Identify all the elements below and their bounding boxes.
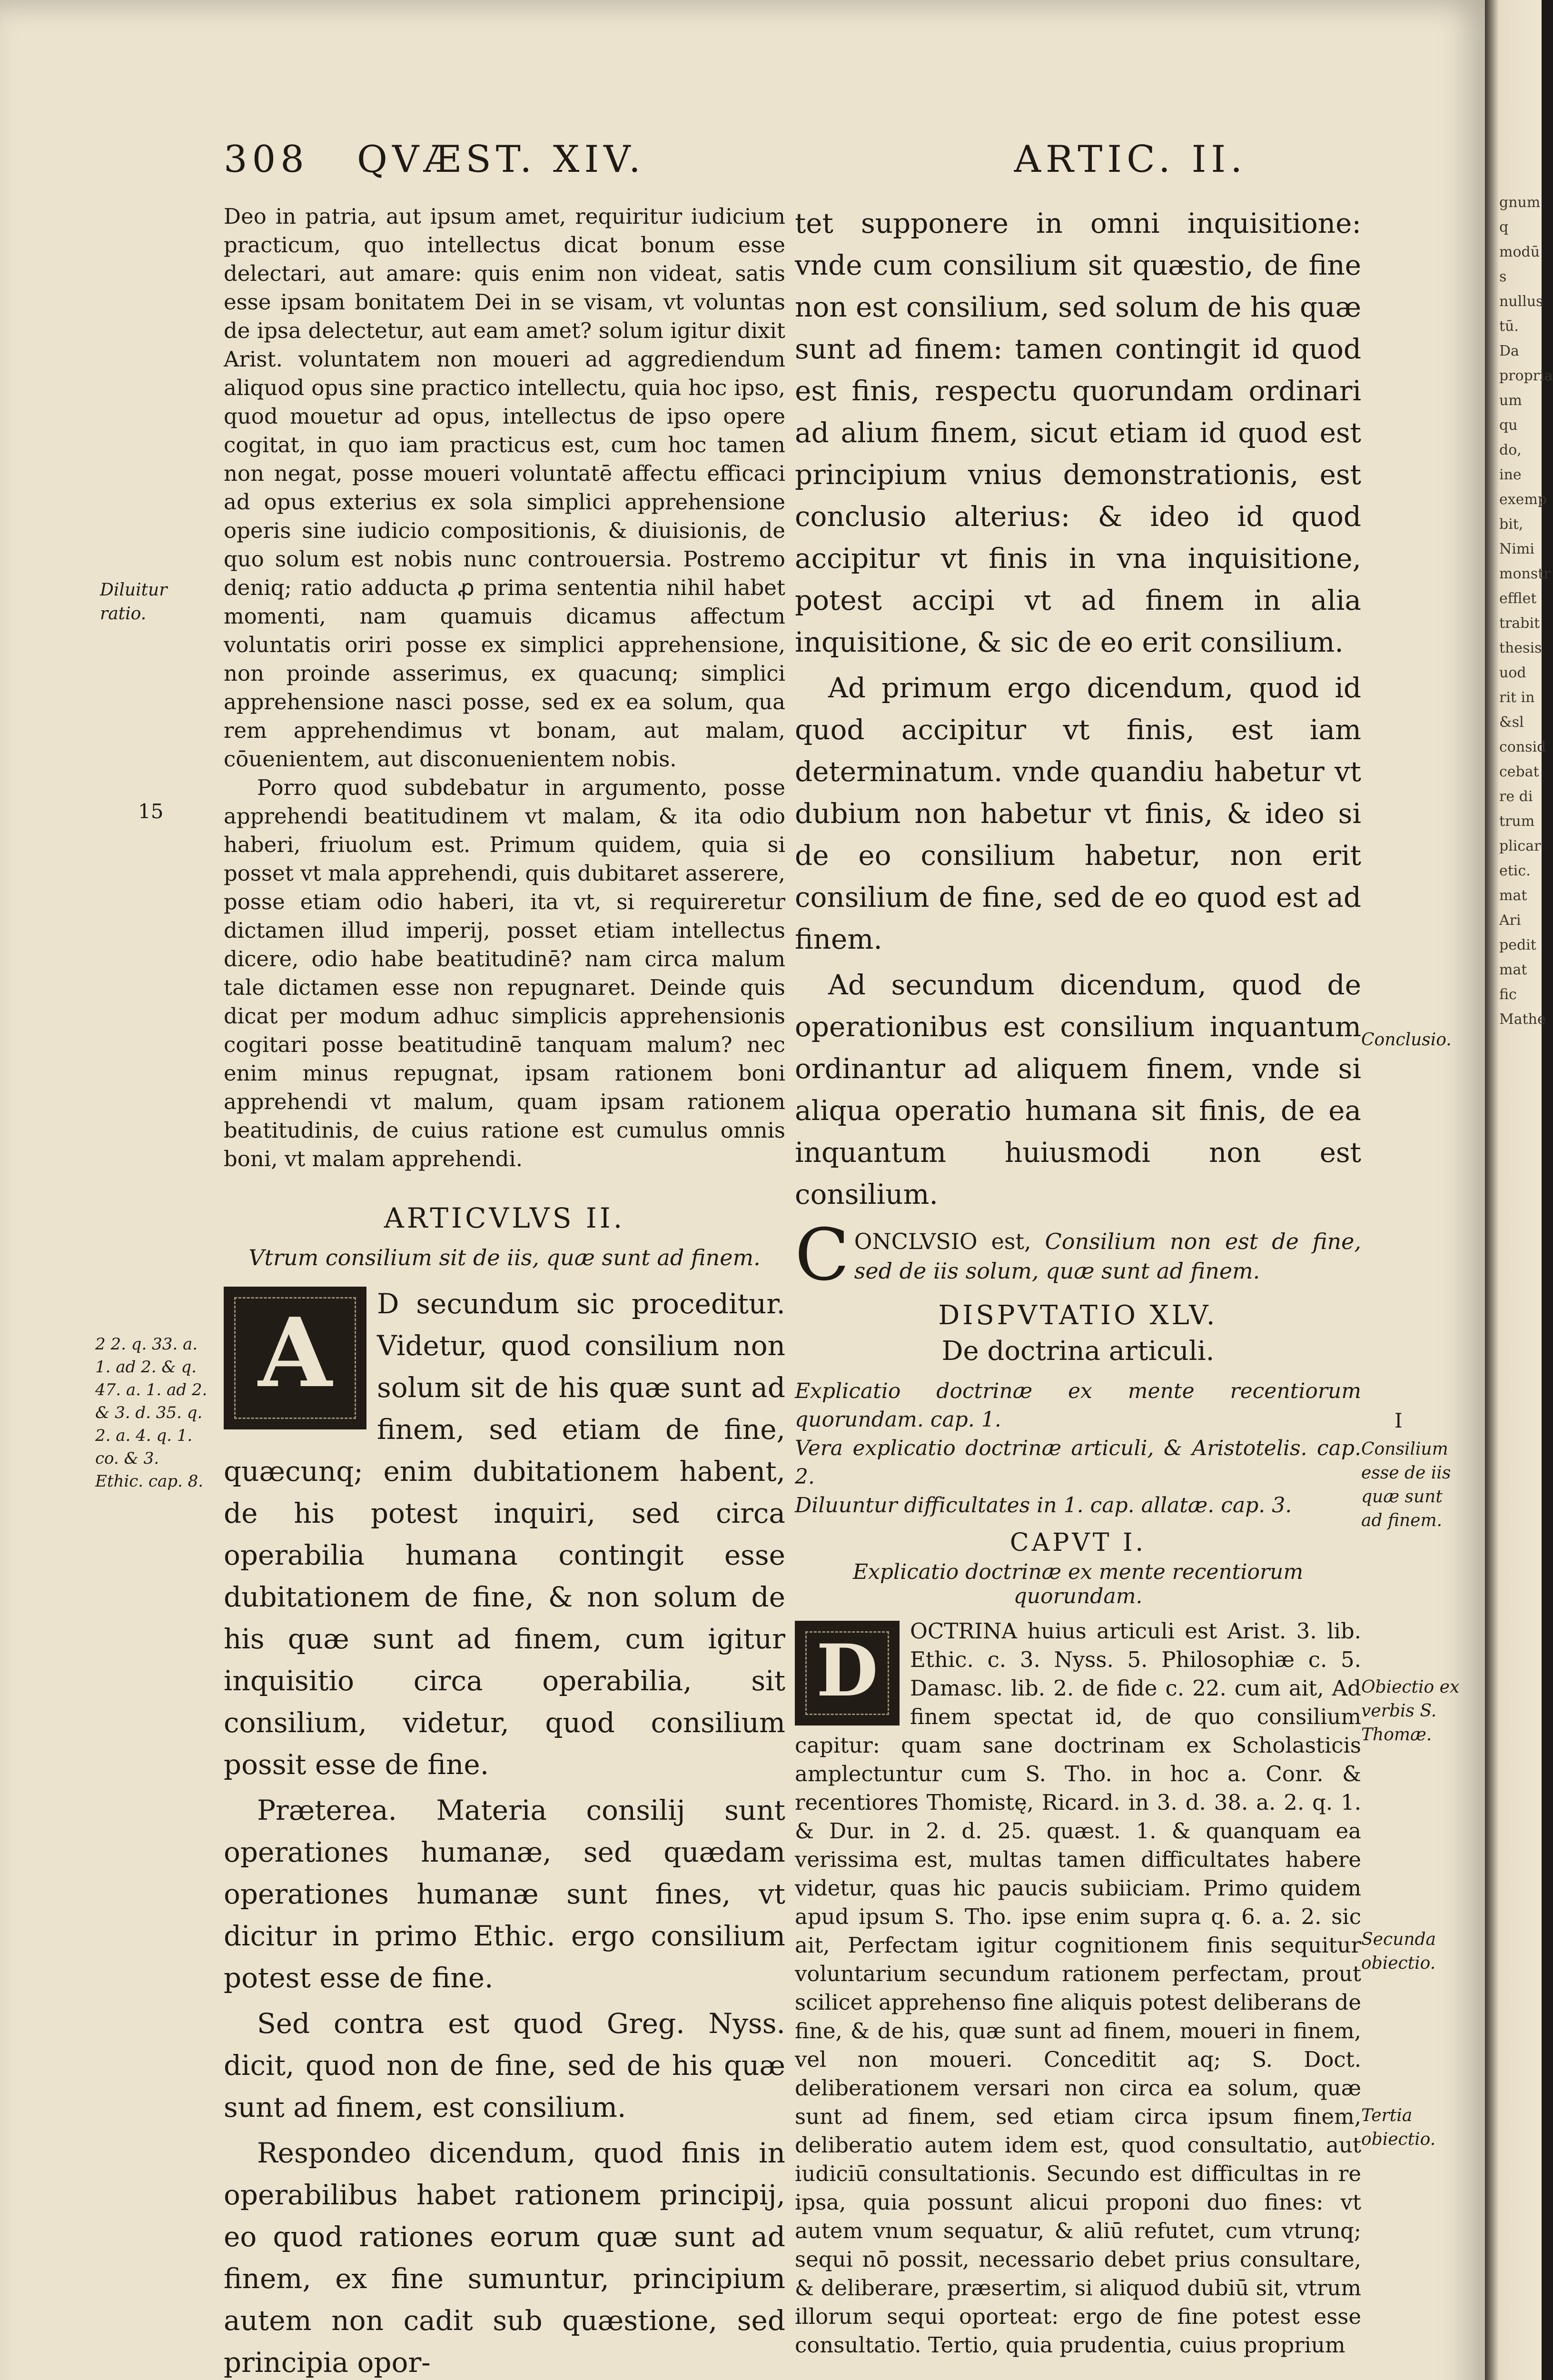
article-paragraph-3: Sed contra est quod Greg. Nyss. dicit, quod non de fine, sed de his quæ sunt ad finem, est consilium. (224, 2007, 785, 2123)
right-paragraph-3: Ad secundum dicendum, quod de operationibus est consilium inquantum ordinantur ad aliquem finem, vnde si aliqua operatio humana sit finis, de ea inquantum huiusmodi non est consilium. (795, 969, 1361, 1210)
next-page-fragment: do, (1499, 442, 1522, 458)
caput-heading: CAPVT I. (1009, 1528, 1147, 1557)
margin-note-number: I (1395, 1409, 1403, 1432)
contents-item: Vera explicatio doctrinæ articuli, & Aristotelis. cap. 2. (795, 1436, 1361, 1489)
next-page-fragment: monstr (1499, 565, 1551, 582)
next-page-fragment: rit in (1499, 689, 1535, 706)
next-page-fragment: cebat (1499, 764, 1539, 780)
question-title: QVÆST. XIV. (357, 138, 645, 181)
right-column (795, 202, 1361, 2360)
next-page-fragment: gnum q (1499, 194, 1541, 236)
margin-note-obiectio-thomae: Obiectio ex verbis S. Thomæ. (1361, 1677, 1460, 1745)
margin-note-tertia: Tertia obiectio. (1361, 2106, 1436, 2149)
article-paragraph-1: D secundum sic proceditur. Videtur, quod consilium non solum sit de his quæ sunt ad finem, sed etiam de fine, quæcunq; enim dubitationem habent, de his potest inquiri, sed circa operabilia humana contingit esse dubitationem de fine, & non solum de his quæ sunt ad finem, cum igitur inquisitio circa operabilia, sit consilium, videtur, quod consilium possit esse de fine. (224, 1288, 785, 1781)
next-page-fragments (1499, 190, 1553, 1032)
next-page-fragment: uod (1499, 664, 1526, 681)
margin-note-conclusio: Conclusio. (1361, 1030, 1452, 1050)
caput-subheading: Explicatio doctrinæ ex mente recentiorum quorundam. (852, 1560, 1304, 1608)
conclusio-text: Consilium non est de fine, sed de iis solum, quæ sunt ad finem. (854, 1229, 1362, 1284)
next-page-fragment: thesis (1499, 640, 1542, 656)
next-page-fragment: etic. (1499, 863, 1531, 879)
next-page-fragment: Ari (1499, 912, 1521, 929)
contents-item: Explicatio doctrinæ ex mente recentiorum quorundam. cap. 1. (795, 1379, 1361, 1432)
ornamental-initial-d (795, 1621, 900, 1726)
contents-item: Diluuntur difficultates in 1. cap. allatæ. cap. 3. (795, 1493, 1292, 1517)
next-page-fragment: mat (1499, 962, 1527, 978)
next-page-fragment: trabit (1499, 615, 1540, 632)
initial-letter: D (816, 1629, 879, 1713)
article-question: Vtrum consilium sit de iis, quæ sunt ad finem. (248, 1245, 761, 1270)
next-page-fragment: um qu (1499, 392, 1522, 434)
next-page-fragment: &sl (1499, 714, 1524, 731)
next-page-fragment: tū. Da (1499, 318, 1519, 359)
left-paragraph-2: Porro quod subdebatur in argumento, posse apprehendi beatitudinem vt malam, & ita odio haberi, friuolum est. Primum quidem, quia si posset vt mala apprehendi, quis dubitaret asserere, posse etiam odio haberi, ita vt, si requireretur dictamen illud imperij, posset etiam intellectus dicere, odio habe beatitudinē? nam circa malum tale dictamen esse non repugnaret. Deinde quis dicat per modum adhuc simplicis apprehensionis cogitari posse beatitudinē tanquam malum? nec enim minus repugnat, ipsam rationem boni apprehendi vt malum, quam ipsam rationem beatitudinis, de cuius ratione est cumulus omnis boni, vt malam apprehendi. (224, 775, 785, 1171)
next-page-fragment: trum (1499, 813, 1535, 830)
next-page-fragment: pedit (1499, 937, 1536, 953)
margin-note-secunda: Secunda obiectio. (1361, 1930, 1436, 1973)
left-column (224, 202, 785, 2380)
article-title: ARTIC. II. (1014, 138, 1247, 181)
contents-list (795, 1377, 1361, 1520)
margin-note-diluitur: Diluitur ratio. (100, 580, 168, 624)
margin-note-consilium: Consilium esse de iis quæ sunt ad finem. (1361, 1439, 1451, 1530)
disputatio-subheading: De doctrina articuli. (941, 1336, 1215, 1367)
next-page-fragment: consid (1499, 739, 1546, 755)
next-page-fragment: re di (1499, 788, 1533, 805)
caput-body (795, 1617, 1361, 2360)
margin-note-references: 2 2. q. 33. a. 1. ad 2. & q. 47. a. 1. ad 2. & 3. d. 35. q. 2. a. 4. q. 1. co. & 3. Ethic. cap. 8. (95, 1335, 208, 1491)
initial-letter: A (258, 1297, 332, 1409)
article-paragraph-2: Præterea. Materia consilij sunt operationes humanæ, sed quædam operationes humanæ sunt fines, vt dicitur in primo Ethic. ergo consilium potest esse de fine. (224, 1794, 785, 1994)
ornamental-initial-a (224, 1287, 366, 1429)
next-page-fragment: propria (1499, 367, 1553, 384)
conclusio-initial: C (795, 1214, 850, 1297)
article-paragraph-4: Respondeo dicendum, quod finis in operabilibus habet rationem principij, eo quod rationes eorum quæ sunt ad finem, ex fine sumuntur, principium autem non cadit sub quæstione, sed principia opor- (224, 2137, 785, 2379)
next-page-fragment: bit, (1499, 516, 1523, 533)
next-page-fragment: plicar (1499, 838, 1541, 854)
running-head (224, 138, 1247, 190)
right-paragraph-1: tet supponere in omni inquisitione: vnde cum consilium sit quæstio, de fine non est consilium, sed solum de his quæ sunt ad finem: tamen contingit id quod est finis, respectu quorundam ordinari ad alium finem, sicut etiam id quod est principium vnius demonstrationis, est conclusio alterius: & ideo id quod accipitur vt finis in vna inquisitione, potest accipi vt ad finem in alia inquisitione, & sic de eo erit consilium. (795, 207, 1361, 658)
next-page-fragment: Nimi (1499, 541, 1534, 557)
article-body (224, 1283, 785, 2380)
next-page-fragment: Mathe (1499, 1011, 1546, 1028)
next-page-fragment: exemp (1499, 491, 1547, 508)
next-page-fragment: mat (1499, 887, 1527, 904)
conclusio-block (795, 1214, 1362, 1297)
next-page-fragment: modū s (1499, 244, 1540, 285)
next-page-fragment: fic (1499, 986, 1517, 1003)
article-heading: ARTICVLVS II. (384, 1202, 625, 1234)
conclusio-lead: ONCLVSIO est, (854, 1229, 1031, 1254)
next-page-fragment: ine (1499, 466, 1522, 483)
next-page-fragment: efflet (1499, 590, 1537, 607)
next-page-fragment: nullus (1499, 293, 1543, 310)
caput-text: OCTRINA huius articuli est Arist. 3. lib. Ethic. c. 3. Nyss. 5. Philosophiæ c. 5. Damasc. lib. 2. de fide c. 22. cum ait, Ad finem spectat id, de quo consilium capitur: quam sane doctrinam ex Scholasticis amplectuntur cum S. Tho. in hoc a. Conr. & recentiores Thomistę, Ricard. in 3. d. 38. a. 2. q. 1. & Dur. in 2. d. 25. quæst. 1. & quanquam ea verissima est, multas tamen difficultates habere videtur, quas hic paucis subiiciam. Primo quidem apud ipsum S. Tho. ipse enim supra q. 6. a. 2. sic ait, Perfectam igitur cognitionem finis sequitur voluntarium secundum rationem perfectam, prout scilicet apprehenso fine aliquis potest deliberans de fine, & de his, quæ sunt ad finem, moueri in finem, vel non moueri. Conceditit aq; S. Doct. deliberationem versari non circa ea solum, quæ sunt ad finem, sed etiam circa ipsum finem, deliberatio autem idem est, quod consultatio, aut iudiciū consultationis. Secundo est difficultas in re ipsa, quia possunt alicui proponi duo fines: vt autem vnum sequatur, & aliū refutet, cum vtrunq; sequi nō possit, necessario debet prius consultare, & deliberare, præsertim, si aliquod dubiū sit, vtrum illorum sequi oporteat: ergo de fine potest esse consultatio. Tertio, quia prudentia, cuius proprium (795, 1618, 1361, 2358)
page-number: 308 (224, 138, 309, 181)
left-paragraph-1: Deo in patria, aut ipsum amet, requiritur iudicium practicum, quo intellectus dicat bonum esse delectari, aut amare: quis enim non videat, satis esse ipsam bonitatem Dei in se visam, vt voluntas de ipsa delectetur, aut eam amet? solum igitur dixit Arist. voluntatem non moueri ad aggrediendum aliquod opus sine practico intellectu, quia hoc ipso, quod mouetur ad opus, intellectus de ipso opere cogitat, in quo iam practicus est, cum hoc tamen non negat, posse moueri voluntatē affectu efficaci ad opus exterius ex sola simplici apprehensione operis sine iudicio compositionis, & diuisionis, de quo solum est nobis nunc controuersia. Postremo deniq; ratio adducta ꝓ prima sententia nihil habet momenti, nam quamuis dicamus affectum voluntatis oriri posse ex simplici apprehensione, non proinde asserimus, ex quacunq; simplici apprehensione nasci posse, sed ex ea solum, qua rem apprehendimus vt bonam, aut malam, cōuenientem, aut disconuenientem nobis. (224, 204, 785, 772)
disputatio-heading: DISPVTATIO XLV. (938, 1300, 1218, 1331)
margin-line-number: 15 (138, 800, 164, 823)
right-paragraph-2: Ad primum ergo dicendum, quod id quod accipitur vt finis, est iam determinatum. vnde quandiu habetur vt dubium non habetur vt finis, & ideo si de eo consilium habetur, non erit consilium de fine, sed de eo quod est ad finem. (795, 672, 1361, 955)
